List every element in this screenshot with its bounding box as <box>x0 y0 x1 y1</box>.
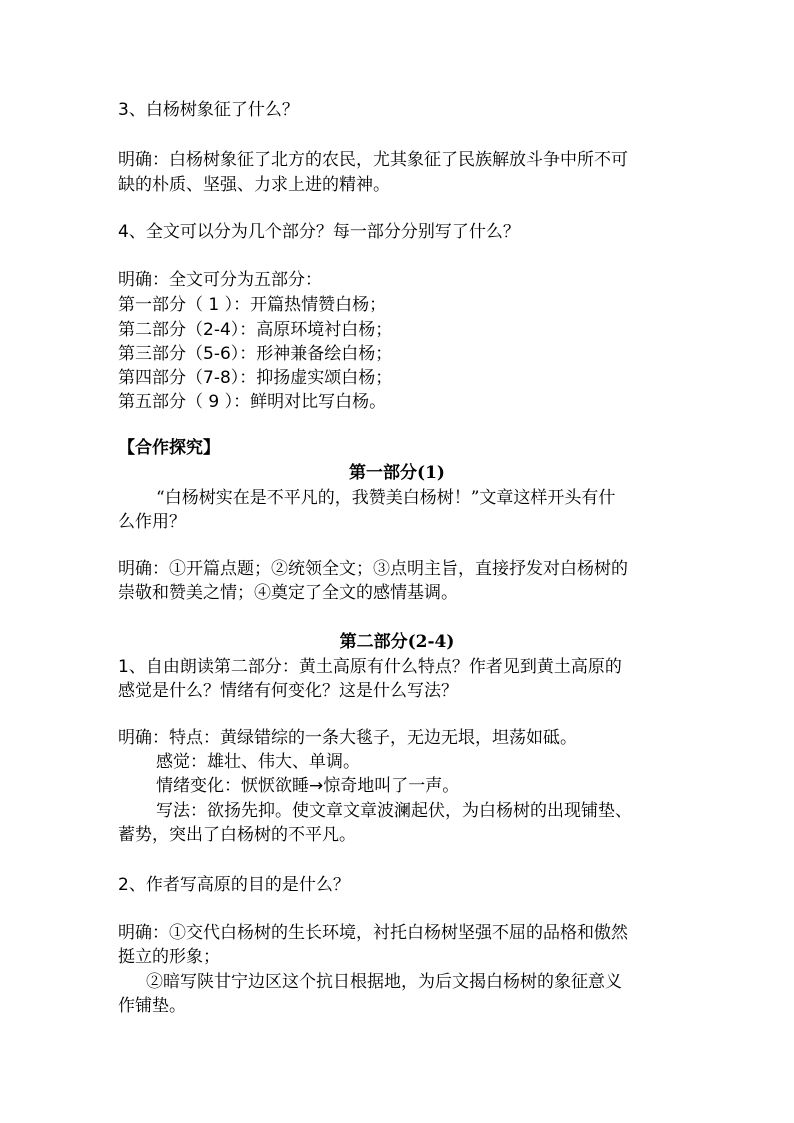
part2-answer-1-line-4: 写法：欲扬先抑。使文章文章波澜起伏，为白杨树的出现铺垫、 <box>156 801 632 821</box>
part2-answer-1-line-3: 情绪变化：恹恹欲睡→惊奇地叫了一声。 <box>156 776 460 796</box>
answer-3-line-2: 缺的朴质、坚强、力求上进的精神。 <box>118 175 390 195</box>
part2-question-2: 2、作者写高原的目的是什么？ <box>118 875 350 895</box>
part2-title: 第二部分(2-4) <box>339 632 455 652</box>
part2-answer-2-line-3: ②暗写陕甘宁边区这个抗日根据地，为后文揭白杨树的象征意义 <box>146 972 622 992</box>
part1-title: 第一部分(1) <box>349 463 445 483</box>
part-item: 第三部分（5-6）：形神兼备绘白杨； <box>118 344 393 364</box>
answer-3-line-1: 明确：白杨树象征了北方的农民，尤其象征了民族解放斗争中所不可 <box>118 150 628 170</box>
part-item: 第五部分（ 9 ）：鲜明对比写白杨。 <box>118 392 387 412</box>
part-item: 第四部分（7-8）：抑扬虚实颂白杨； <box>118 368 393 388</box>
part2-answer-1-line-2: 感觉：雄壮、伟大、单调。 <box>156 752 360 772</box>
answer-4-intro: 明确：全文可分为五部分： <box>118 270 322 290</box>
part1-answer-line-1: 明确：①开篇点题；②统领全文；③点明主旨，直接抒发对白杨树的 <box>118 559 628 579</box>
part-item: 第一部分（ 1 ）：开篇热情赞白杨； <box>118 295 387 315</box>
part1-question-line-2: 么作用？ <box>118 512 186 532</box>
question-3: 3、白杨树象征了什么？ <box>118 100 299 120</box>
part2-answer-1-line-5: 蓄势，突出了白杨树的不平凡。 <box>118 825 356 845</box>
part2-question-1-line-2: 感觉是什么？情绪有何变化？这是什么写法？ <box>118 681 458 701</box>
part2-answer-2-line-1: 明确：①交代白杨树的生长环境，衬托白杨树坚强不屈的品格和傲然 <box>118 923 628 943</box>
question-4: 4、全文可以分为几个部分？每一部分分别写了什么？ <box>118 222 520 242</box>
cooperation-heading: 【合作探究】 <box>118 438 220 458</box>
part2-answer-2-line-4: 作铺垫。 <box>118 996 186 1016</box>
part1-question-line-1: “白杨树实在是不平凡的，我赞美白杨树！”文章这样开头有什 <box>156 488 616 508</box>
part2-answer-2-line-2: 挺立的形象； <box>118 947 220 967</box>
part-item: 第二部分（2-4）：高原环境衬白杨； <box>118 320 393 340</box>
part2-answer-1-line-1: 明确：特点：黄绿错综的一条大毯子，无边无垠，坦荡如砥。 <box>118 728 577 748</box>
part2-question-1-line-1: 1、自由朗读第二部分：黄土高原有什么特点？作者见到黄土高原的 <box>118 657 622 677</box>
part1-answer-line-2: 崇敬和赞美之情；④奠定了全文的感情基调。 <box>118 583 458 603</box>
